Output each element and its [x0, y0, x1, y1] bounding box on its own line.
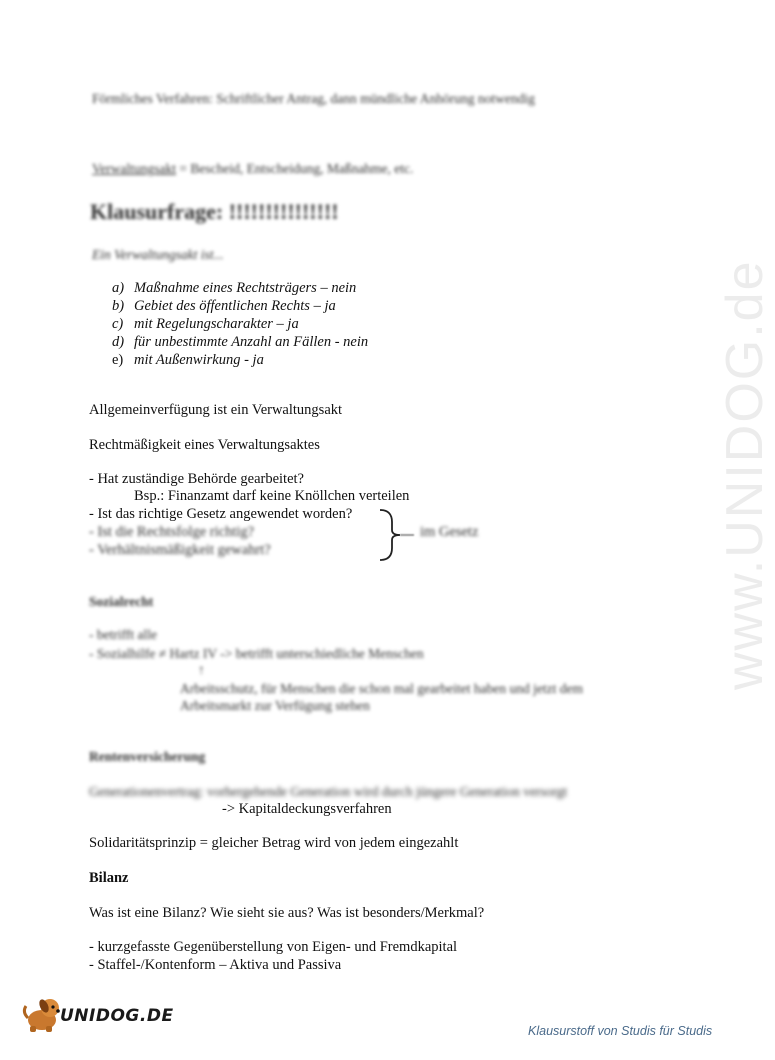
criteria-marker: e) — [112, 352, 124, 368]
rechtmaessigkeit-title: Rechtmäßigkeit eines Verwaltungsaktes — [89, 437, 320, 453]
verwaltungsakt-definition: = Bescheid, Entscheidung, Maßnahme, etc. — [175, 161, 414, 176]
sozial-note: Arbeitsschutz, für Menschen die schon mal gearbeitet haben und jetzt dem — [180, 681, 583, 696]
criteria-text: Maßnahme eines Rechtsträgers – nein — [134, 280, 357, 296]
sozial-note: Arbeitsmarkt zur Verfügung stehen — [180, 698, 370, 713]
blurred-line-procedure: Förmliches Verfahren: Schriftlicher Antrag, dann mündliche Anhörung notwendig — [92, 91, 535, 106]
criteria-item — [112, 279, 356, 297]
footer-tagline: Klausurstoff von Studis für Studis — [528, 1024, 713, 1038]
generationenvertrag-line: Generationenvertrag: vorhergehende Generation wird durch jüngere Generation versorgt — [89, 784, 568, 799]
bilanz-point: - kurzgefasste Gegenüberstellung von Eigen- und Fremdkapital — [89, 939, 458, 955]
curly-brace-icon — [378, 506, 418, 564]
bilanz-question: Was ist eine Bilanz? Wie sieht sie aus? Was ist besonders/Merkmal? — [89, 905, 485, 921]
question-line: - Hat zuständige Behörde gearbeitet? — [89, 471, 304, 487]
kapitaldeckung-line: -> Kapitaldeckungsverfahren — [222, 801, 392, 817]
criteria-marker: a) — [112, 280, 125, 296]
criteria-text: mit Regelungscharakter – ja — [134, 316, 299, 332]
question-line: - Verhältnismäßigkeit gewahrt? — [89, 542, 271, 558]
solidaritaetsprinzip-line: Solidaritätsprinzip = gleicher Betrag wird von jedem eingezahlt — [89, 835, 459, 851]
bilanz-point: - Staffel-/Kontenform – Aktiva und Passiva — [89, 957, 342, 973]
bilanz-title: Bilanz — [89, 870, 129, 886]
brace-note: im Gesetz — [420, 524, 479, 540]
sozial-bullet: - Sozialhilfe ≠ Hartz IV -> betrifft unterschiedliche Menschen — [89, 646, 424, 661]
criteria-marker: d) — [112, 334, 125, 350]
verwaltungsakt-intro: Ein Verwaltungsakt ist... — [92, 247, 224, 262]
sozial-bullet: - betrifft alle — [89, 627, 157, 642]
criteria-item — [112, 351, 264, 369]
criteria-text: Gebiet des öffentlichen Rechts – ja — [134, 298, 336, 314]
watermark-text: www.UNIDOG.de — [716, 259, 774, 690]
unidog-logo-text: UNIDOG.DE — [60, 1006, 174, 1026]
question-line: - Ist das richtige Gesetz angewendet worden? — [89, 506, 353, 522]
allgemeinverfuegung-line: Allgemeinverfügung ist ein Verwaltungsakt — [89, 402, 343, 418]
criteria-item — [112, 333, 368, 351]
verwaltungsakt-label: Verwaltungsakt — [92, 161, 176, 176]
blurred-line-verwaltungsakt — [92, 160, 413, 178]
rentenversicherung-title: Rentenversicherung — [89, 749, 206, 764]
criteria-item — [112, 297, 336, 315]
up-arrow-icon: ↑ — [198, 662, 205, 677]
example-line: Bsp.: Finanzamt darf keine Knöllchen verteilen — [134, 488, 410, 504]
exam-question-heading: Klausurfrage: !!!!!!!!!!!!!!! — [90, 199, 339, 224]
question-line: - Ist die Rechtsfolge richtig? — [89, 524, 255, 540]
criteria-text: mit Außenwirkung - ja — [134, 352, 264, 368]
sozialrecht-title: Sozialrecht — [89, 594, 154, 609]
criteria-marker: c) — [112, 316, 124, 332]
criteria-marker: b) — [112, 298, 125, 314]
criteria-item — [112, 315, 299, 333]
criteria-text: für unbestimmte Anzahl an Fällen - nein — [134, 334, 369, 350]
